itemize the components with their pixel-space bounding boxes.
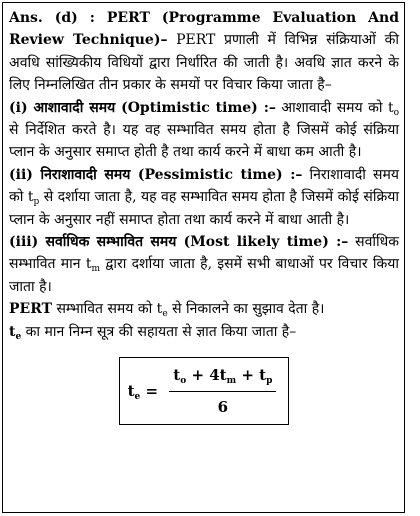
most-likely-text-after: द्वारा दर्शाया जाता है, इसमें सभी बाधाओं पर विचार किया जाता है। bbox=[9, 256, 399, 295]
formula-denominator: 6 bbox=[217, 397, 229, 416]
optimistic-text-before: आशावादी समय को t bbox=[275, 99, 394, 116]
pessimistic-text-after: से दर्शाया जाता है, यह वह सम्भावित समय होता है जिसमें कोई संक्रिया प्लान के अनुसार नहीं समाप्त होता तथा कार्य करने में बाधा आती है। bbox=[9, 189, 399, 228]
intro-text: PERT प्रणाली में विभिन्न संक्रियाओं की अवधि सांख्यिकीय विधियों द्वारा निर्धारित की जाती है। अवधि ज्ञात करने के लिए निम्नलिखित तीन प्रकार के समयों पर विचार किया जाता है– bbox=[9, 32, 399, 94]
pessimistic-time-paragraph bbox=[9, 164, 399, 231]
formula-fraction bbox=[169, 364, 276, 418]
answer-card bbox=[2, 2, 405, 513]
optimistic-text-after: से निर्देशित करते है। यह वह सम्भावित समय होता है जिसमें कोई संक्रिया प्लान के अनुसार समाप्त होती है तथा कार्य करने में बाधा कम आती है। bbox=[9, 122, 399, 161]
intro-paragraph bbox=[9, 7, 399, 97]
pert-label: PERT bbox=[9, 301, 53, 318]
pessimistic-text-before: निराशावादी समय को t bbox=[9, 166, 399, 206]
pert-formula-box bbox=[119, 357, 290, 425]
te-intro-text: का मान निम्न सूत्र की सहायता से ज्ञात किया जाता है– bbox=[21, 323, 297, 340]
pert-subscript: e bbox=[162, 309, 168, 320]
pert-expected-time-line bbox=[9, 298, 399, 320]
most-likely-text-before: सर्वाधिक सम्भावित मान t bbox=[9, 234, 399, 273]
most-likely-time-heading: (iii) सर्वाधिक सम्भावित समय (Most likely time) :– bbox=[9, 234, 349, 251]
optimistic-time-paragraph bbox=[9, 97, 399, 164]
most-likely-subscript: m bbox=[91, 264, 101, 275]
pert-text-after: से निकालने का सुझाव देता है। bbox=[167, 301, 325, 318]
te-formula-intro-line bbox=[9, 321, 399, 343]
optimistic-time-heading: (i) आशावादी समय (Optimistic time) :– bbox=[9, 99, 276, 116]
pessimistic-time-heading: (ii) निराशावादी समय (Pessimistic time) :– bbox=[9, 166, 303, 183]
formula-numerator: $t_o + 4t_m + t_p$ bbox=[169, 364, 276, 391]
formula-container bbox=[9, 357, 399, 425]
pert-text-before: सम्भावित समय को t bbox=[52, 301, 163, 318]
optimistic-subscript: o bbox=[393, 107, 399, 118]
pessimistic-subscript: p bbox=[33, 197, 40, 208]
most-likely-time-paragraph bbox=[9, 231, 399, 298]
answer-lead: Ans. (d) : PERT (Programme Evaluation And Review Technique)– bbox=[9, 10, 399, 49]
formula-lhs: $t_e$ bbox=[127, 381, 141, 402]
te-symbol: $t_e$ bbox=[9, 323, 22, 342]
formula-equals: = bbox=[140, 381, 164, 400]
